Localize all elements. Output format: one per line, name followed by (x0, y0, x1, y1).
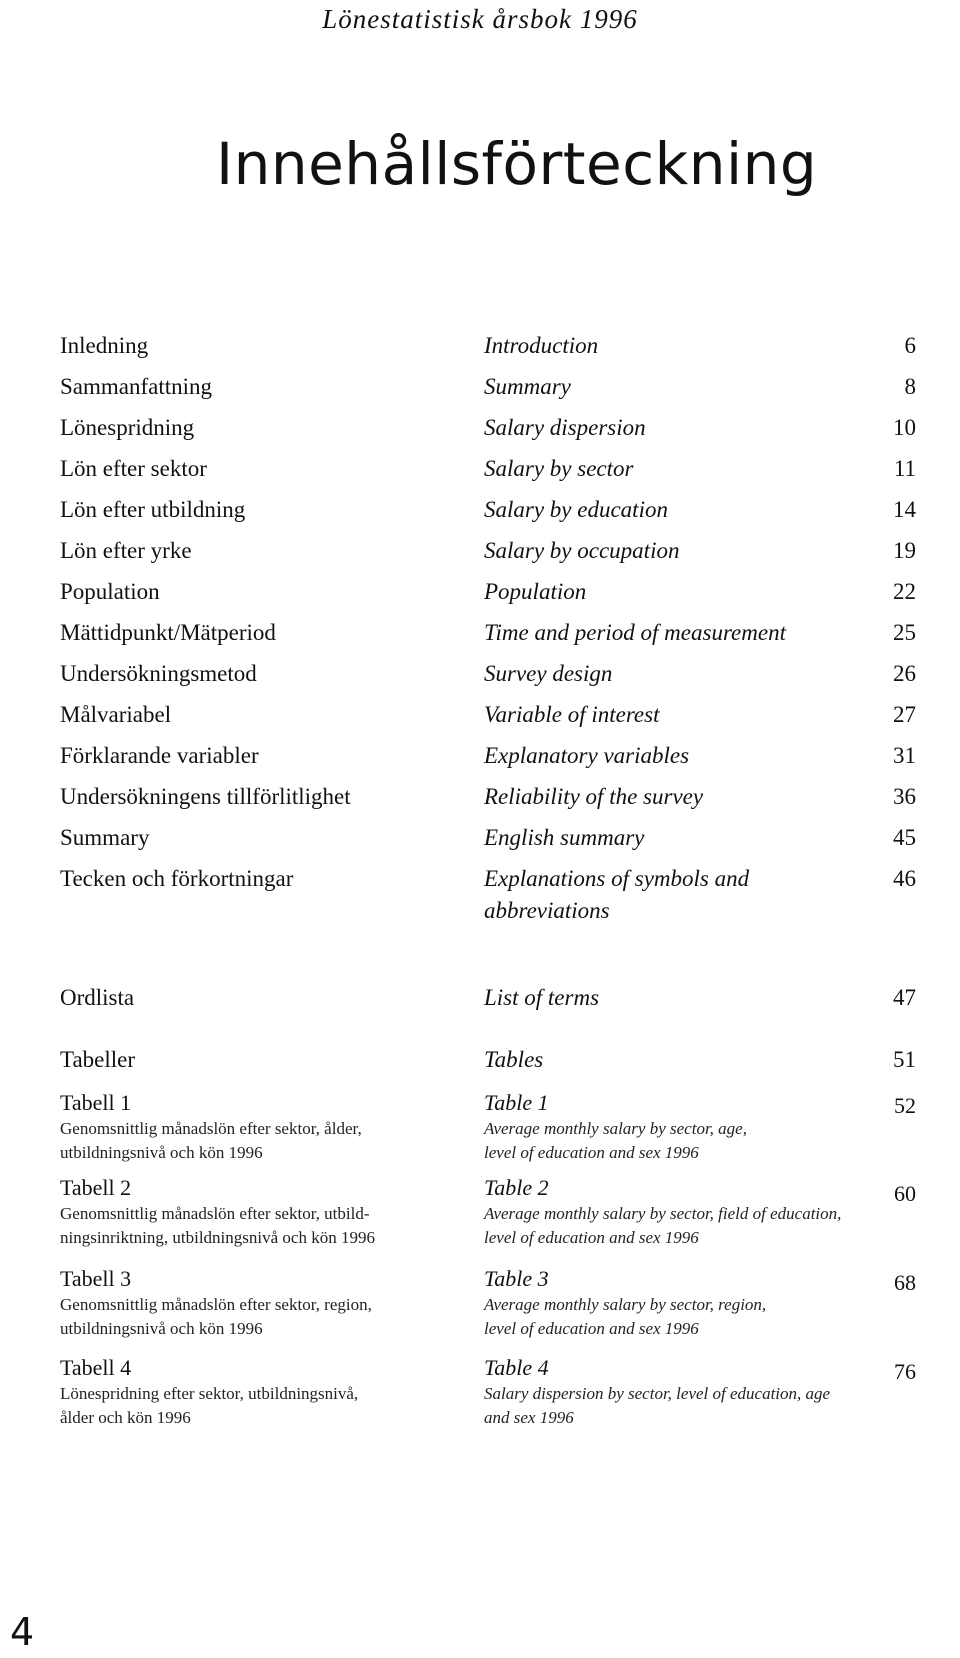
toc-entry-en: Salary dispersion (484, 415, 646, 440)
table-description-en (484, 1293, 884, 1341)
table-description-line: Average monthly salary by sector, field of education, (484, 1204, 842, 1223)
toc-entry-en-continued: abbreviations (484, 898, 610, 923)
table-title-sv: Tabell 4 (60, 1355, 132, 1380)
toc-entry-en: Population (484, 579, 587, 604)
tables-section-en: Tables (484, 1047, 544, 1072)
toc-page-number: 22 (893, 579, 916, 604)
toc-entry-en: Explanatory variables (484, 743, 690, 768)
table-title-sv: Tabell 2 (60, 1175, 132, 1200)
toc-entry-en: Time and period of measurement (484, 620, 786, 645)
table-description-en (484, 1382, 884, 1430)
toc-page-number: 45 (893, 825, 916, 850)
toc-page-number: 8 (904, 374, 916, 399)
toc-entry-en: Salary by education (484, 497, 668, 522)
toc-entry-sv: Summary (60, 825, 150, 850)
toc-page-number: 27 (893, 702, 916, 727)
table-description-line: ningsinriktning, utbildningsnivå och kön 1996 (60, 1228, 375, 1247)
toc-page-number: 11 (893, 456, 916, 481)
table-description-line: Genomsnittlig månadslön efter sektor, ålder, (60, 1119, 362, 1138)
toc-entry-en: Survey design (484, 661, 613, 686)
glossary-sv: Ordlista (60, 985, 135, 1010)
toc-entry-sv: Förklarande variabler (60, 743, 259, 768)
table-title-sv: Tabell 1 (60, 1090, 132, 1115)
toc-page-number: 46 (893, 866, 916, 891)
table-title-en: Table 2 (484, 1175, 549, 1200)
table-description-en (484, 1117, 884, 1165)
toc-page-number: 6 (904, 333, 916, 358)
toc-entry-sv: Population (60, 579, 160, 604)
toc-entry-en: Variable of interest (484, 702, 660, 727)
tables-section-page-number: 51 (893, 1047, 916, 1072)
toc-entry-en: Reliability of the survey (484, 784, 704, 809)
toc-entry-sv: Målvariabel (60, 702, 172, 727)
page-title: Innehållsförteckning (216, 130, 818, 198)
toc-entry-sv: Lön efter sektor (60, 456, 207, 481)
table-description-sv (60, 1117, 460, 1165)
table-page-number: 68 (894, 1270, 916, 1295)
toc-page-number: 10 (893, 415, 916, 440)
toc-entry-sv: Lön efter utbildning (60, 497, 246, 522)
running-head: Lönestatistisk årsbok 1996 (322, 4, 638, 34)
table-description-sv (60, 1202, 460, 1250)
toc-entry-en: English summary (484, 825, 645, 850)
table-description-line: ålder och kön 1996 (60, 1408, 191, 1427)
table-title-en: Table 4 (484, 1355, 549, 1380)
table-description-en (484, 1202, 884, 1250)
table-description-line: level of education and sex 1996 (484, 1228, 699, 1247)
table-description-line: Lönespridning efter sektor, utbildningsnivå, (60, 1384, 359, 1403)
toc-entry-sv: Undersökningens tillförlitlighet (60, 784, 351, 809)
table-description-line: Salary dispersion by sector, level of education, age (484, 1384, 831, 1403)
table-description-line: Genomsnittlig månadslön efter sektor, region, (60, 1295, 372, 1314)
table-description-line: Average monthly salary by sector, region, (484, 1295, 767, 1314)
page-number: 4 (10, 1610, 35, 1654)
toc-page-number: 14 (893, 497, 916, 522)
table-description-line: level of education and sex 1996 (484, 1319, 699, 1338)
glossary-en: List of terms (484, 985, 600, 1010)
toc-entry-sv: Lön efter yrke (60, 538, 192, 563)
toc-entry-sv: Inledning (60, 333, 149, 358)
table-description-sv (60, 1293, 460, 1341)
toc-page-number: 25 (893, 620, 916, 645)
toc-entry-en: Introduction (484, 333, 599, 358)
toc-entry-en: Explanations of symbols and (484, 866, 750, 891)
glossary-page-number: 47 (893, 985, 916, 1010)
table-title-en: Table 3 (484, 1266, 549, 1291)
table-description-line: utbildningsnivå och kön 1996 (60, 1319, 263, 1338)
toc-entry-sv: Undersökningsmetod (60, 661, 257, 686)
tables-section-sv: Tabeller (60, 1047, 136, 1072)
toc-entry-en: Summary (484, 374, 571, 399)
toc-entry-sv: Sammanfattning (60, 374, 213, 399)
table-description-line: level of education and sex 1996 (484, 1143, 699, 1162)
toc-entry-sv: Tecken och förkortningar (60, 866, 294, 891)
table-title-sv: Tabell 3 (60, 1266, 132, 1291)
toc-entry-sv: Mättidpunkt/Mätperiod (60, 620, 276, 645)
table-description-line: Average monthly salary by sector, age, (484, 1119, 747, 1138)
toc-entry-en: Salary by sector (484, 456, 634, 481)
toc-entry-sv: Lönespridning (60, 415, 195, 440)
table-description-sv (60, 1382, 460, 1430)
table-page-number: 52 (894, 1093, 916, 1118)
toc-page-number: 19 (893, 538, 916, 563)
toc-entry-en: Salary by occupation (484, 538, 680, 563)
table-description-line: utbildningsnivå och kön 1996 (60, 1143, 263, 1162)
table-page-number: 60 (894, 1181, 916, 1206)
table-description-line: Genomsnittlig månadslön efter sektor, utbild- (60, 1204, 370, 1223)
toc-page-number: 26 (893, 661, 916, 686)
table-description-line: and sex 1996 (484, 1408, 574, 1427)
toc-page-number: 36 (893, 784, 916, 809)
table-page-number: 76 (894, 1359, 916, 1384)
toc-page-number: 31 (893, 743, 916, 768)
table-title-en: Table 1 (484, 1090, 549, 1115)
